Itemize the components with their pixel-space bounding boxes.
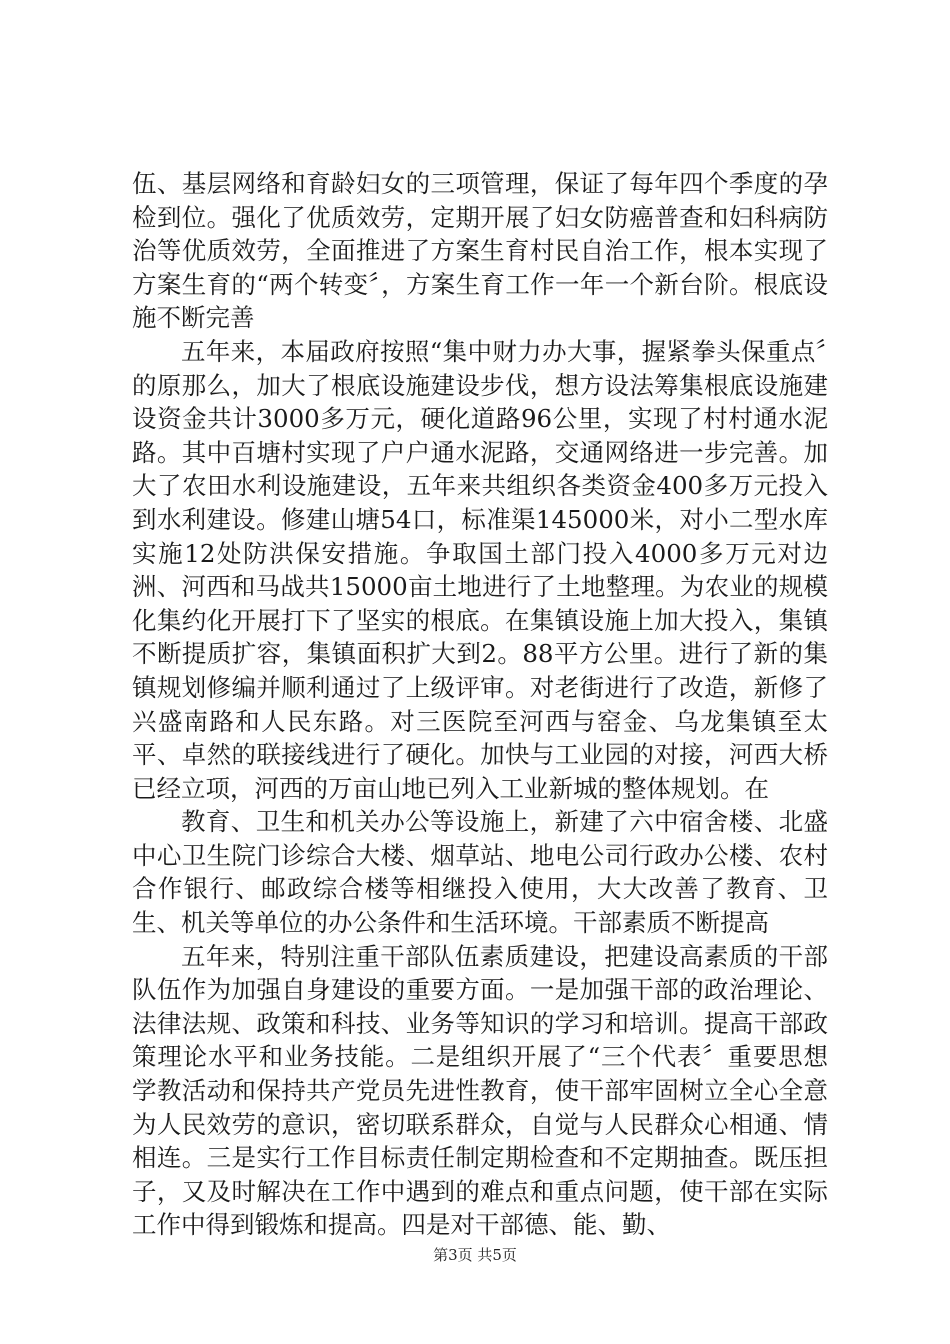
page-number-footer: 第3页 共5页 (433, 1246, 517, 1264)
paragraph-family-planning: 伍、基层网络和育龄妇女的三项管理，保证了每年四个季度的孕检到位。强化了优质效劳，定期开展了妇女防癌普查和妇科病防治等优质效劳，全面推进了方案生育村民自治工作，根本实现了方案生育的“两个转变〞，方案生育工作一年一个新台阶。根底设施不断完善 (132, 169, 828, 333)
paragraph-infrastructure: 五年来，本届政府按照“集中财力办大事，握紧拳头保重点〞的原那么，加大了根底设施建设步伐，想方设法筹集根底设施建设资金共计3000多万元，硬化道路96公里，实现了村村通水泥路。其中百塘村实现了户户通水泥路，交通网络进一步完善。加大了农田水利设施建设，五年来共组织各类资金400多万元投入到水利建设。修建山塘54口，标准渠145000米，对小二型水库实施12处防洪保安措施。争取国土部门投入4000多万元对边洲、河西和马战共15000亩土地进行了土地整理。为农业的规模化集约化开展打下了坚实的根底。在集镇设施上加大投入，集镇不断提质扩容，集镇面积扩大到2。88平方公里。进行了新的集镇规划修编并顺利通过了上级评审。对老街进行了改造，新修了兴盛南路和人民东路。对三医院至河西与窑金、乌龙集镇至太平、卓然的联接线进行了硬化。加快与工业园的对接，河西大桥已经立项，河西的万亩山地已列入工业新城的整体规划。在 (132, 336, 828, 803)
document-body (132, 167, 828, 1242)
paragraph-facilities: 教育、卫生和机关办公等设施上，新建了六中宿舍楼、北盛中心卫生院门诊综合大楼、烟草站、地电公司行政办公楼、农村合作银行、邮政综合楼等相继投入使用，大大改善了教育、卫生、机关等单位的办公条件和生活环境。干部素质不断提高 (132, 807, 828, 938)
paragraph-cadre-quality: 五年来，特别注重干部队伍素质建设，把建设高素质的干部队伍作为加强自身建设的重要方面。一是加强干部的政治理论、法律法规、政策和科技、业务等知识的学习和培训。提高干部政策理论水平和业务技能。二是组织开展了“三个代表〞重要思想学教活动和保持共产党员先进性教育，使干部牢固树立全心全意为人民效劳的意识，密切联系群众，自觉与人民群众心相通、情相连。三是实行工作目标责任制定期检查和不定期抽查。既压担子，又及时解决在工作中遇到的难点和重点问题，使干部在实际工作中得到锻炼和提高。四是对干部德、能、勤、 (132, 941, 828, 1240)
